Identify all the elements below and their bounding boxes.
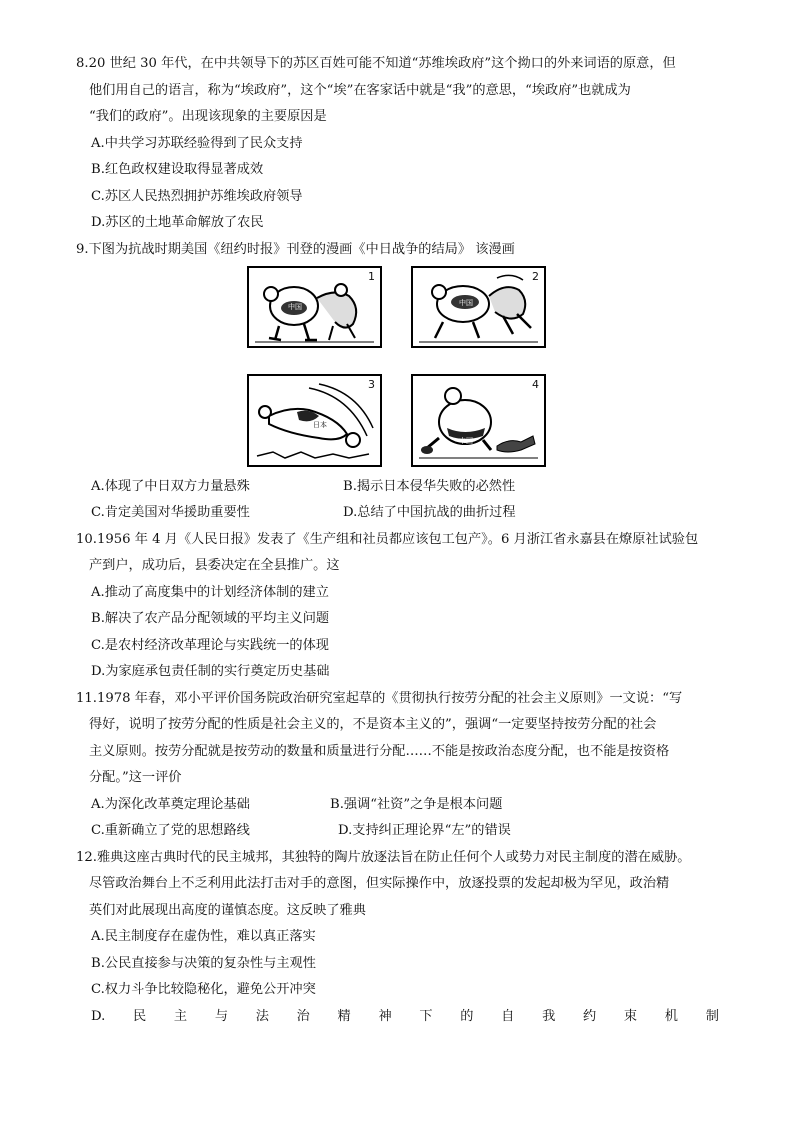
q12-option-b: B.公民直接参与决策的复杂性与主观性 bbox=[91, 956, 316, 971]
cartoon-label-china: 中国 bbox=[288, 303, 302, 311]
q9-option-c: C.肯定美国对华援助重要性 bbox=[91, 505, 250, 520]
q11-option-a: A.为深化改革奠定理论基础 bbox=[91, 797, 250, 812]
q9-stem: 9.下图为抗战时期美国《纽约时报》刊登的漫画《中日战争的结局》 该漫画 bbox=[76, 242, 515, 257]
q12-option-d-char: 下 bbox=[419, 1009, 433, 1024]
q10-option-a: A.推动了高度集中的计划经济体制的建立 bbox=[91, 585, 329, 600]
panel-number: 1 bbox=[368, 270, 375, 283]
q12-option-d-char: 机 bbox=[664, 1009, 678, 1024]
q12-option-d-char: 束 bbox=[623, 1009, 638, 1024]
q12-option-d-char: D. bbox=[91, 1009, 106, 1024]
q8-stem-line-2: 他们用自己的语言，称为“埃政府”，这个“埃”在客家话中就是“我”的意思，“埃政府”也就成为 bbox=[89, 83, 631, 98]
q10-stem-line-1: 10.1956 年 4 月《人民日报》发表了《生产组和社员都应该包工包产》。6 月浙江省永嘉县在燎原社试验包 bbox=[76, 532, 699, 547]
q9-option-d: D.总结了中国抗战的曲折过程 bbox=[343, 505, 516, 520]
cartoon-drawing-1 bbox=[249, 268, 380, 346]
q12-option-d-char: 制 bbox=[705, 1009, 719, 1024]
panel-number: 3 bbox=[368, 378, 375, 391]
q8-option-c: C.苏区人民热烈拥护苏维埃政府领导 bbox=[91, 189, 303, 204]
q10-option-d: D.为家庭承包责任制的实行奠定历史基础 bbox=[91, 664, 330, 679]
q11-stem-line-3: 主义原则。按劳分配就是按劳动的数量和质量进行分配……不能是按政治态度分配，也不能是按资格 bbox=[89, 744, 670, 759]
q12-option-d bbox=[91, 1007, 719, 1027]
q12-option-a: A.民主制度存在虚伪性，难以真正落实 bbox=[91, 929, 316, 944]
q11-option-d: D.支持纠正理论界“左”的错误 bbox=[338, 823, 511, 838]
cartoon-panel-2 bbox=[411, 266, 546, 348]
q12-option-d-char: 神 bbox=[378, 1009, 392, 1024]
cartoon-panel-1 bbox=[247, 266, 382, 348]
q12-stem-line-3: 英们对此展现出高度的谨慎态度。这反映了雅典 bbox=[89, 903, 366, 918]
q8-option-d: D.苏区的土地革命解放了农民 bbox=[91, 215, 264, 230]
cartoon-drawing-4 bbox=[413, 376, 544, 465]
q10-option-c: C.是农村经济改革理论与实践统一的体现 bbox=[91, 638, 329, 653]
q11-stem-line-4: 分配。”这一评价 bbox=[89, 770, 182, 785]
q12-stem-line-1: 12.雅典这座古典时代的民主城邦，其独特的陶片放逐法旨在防止任何个人或势力对民主制度的潜在威胁。 bbox=[76, 850, 691, 865]
q9-option-b: B.揭示日本侵华失败的必然性 bbox=[343, 479, 516, 494]
q12-option-d-char: 自 bbox=[501, 1009, 515, 1024]
q12-stem-line-2: 尽管政治舞台上不乏利用此法打击对手的意图，但实际操作中，放逐投票的发起却极为罕见，政治精 bbox=[89, 876, 670, 891]
cartoon-panel-4 bbox=[411, 374, 546, 467]
q8-option-a: A.中共学习苏联经验得到了民众支持 bbox=[91, 136, 303, 151]
q8-stem-line-3: “我们的政府”。出现该现象的主要原因是 bbox=[89, 109, 327, 124]
q12-option-d-char: 主 bbox=[173, 1009, 188, 1024]
q8-option-b: B.红色政权建设取得显著成效 bbox=[91, 162, 264, 177]
q10-option-b: B.解决了农产品分配领域的平均主义问题 bbox=[91, 611, 330, 626]
q12-option-d-char: 民 bbox=[133, 1009, 147, 1024]
cartoon-label-china: 中国 bbox=[459, 299, 473, 307]
q12-option-d-char: 与 bbox=[214, 1009, 229, 1024]
q11-stem-line-2: 得好，说明了按劳分配的性质是社会主义的，不是资本主义的”，强调“一定要坚持按劳分配的社会 bbox=[89, 717, 657, 732]
q11-option-b: B.强调“社资”之争是根本问题 bbox=[330, 797, 503, 812]
q10-stem-line-2: 产到户，成功后，县委决定在全县推广。这 bbox=[89, 558, 340, 573]
q11-option-c: C.重新确立了党的思想路线 bbox=[91, 823, 250, 838]
cartoon-panel-3 bbox=[247, 374, 382, 467]
q12-option-d-char: 精 bbox=[337, 1009, 351, 1024]
q12-option-d-char: 我 bbox=[542, 1009, 556, 1024]
panel-number: 2 bbox=[532, 270, 539, 283]
q12-option-d-char: 法 bbox=[255, 1009, 269, 1024]
q12-option-d-char: 约 bbox=[582, 1009, 597, 1024]
q12-option-d-char: 的 bbox=[460, 1009, 474, 1024]
cartoon-label-japan: 日本 bbox=[313, 421, 327, 429]
q12-option-d-char: 治 bbox=[296, 1009, 310, 1024]
q11-stem-line-1: 11.1978 年春，邓小平评价国务院政治研究室起草的《贯彻执行按劳分配的社会主义原则》一文说：“写 bbox=[76, 691, 683, 706]
q12-option-c: C.权力斗争比较隐秘化，避免公开冲突 bbox=[91, 982, 316, 997]
panel-number: 4 bbox=[532, 378, 539, 391]
q9-option-a: A.体现了中日双方力量悬殊 bbox=[91, 479, 250, 494]
cartoon-drawing-2 bbox=[413, 268, 544, 346]
cartoon-label-china: 中国 bbox=[459, 437, 473, 445]
q8-stem-line-1: 8.20 世纪 30 年代，在中共领导下的苏区百姓可能不知道“苏维埃政府”这个拗口的外来词语的原意，但 bbox=[76, 56, 676, 71]
